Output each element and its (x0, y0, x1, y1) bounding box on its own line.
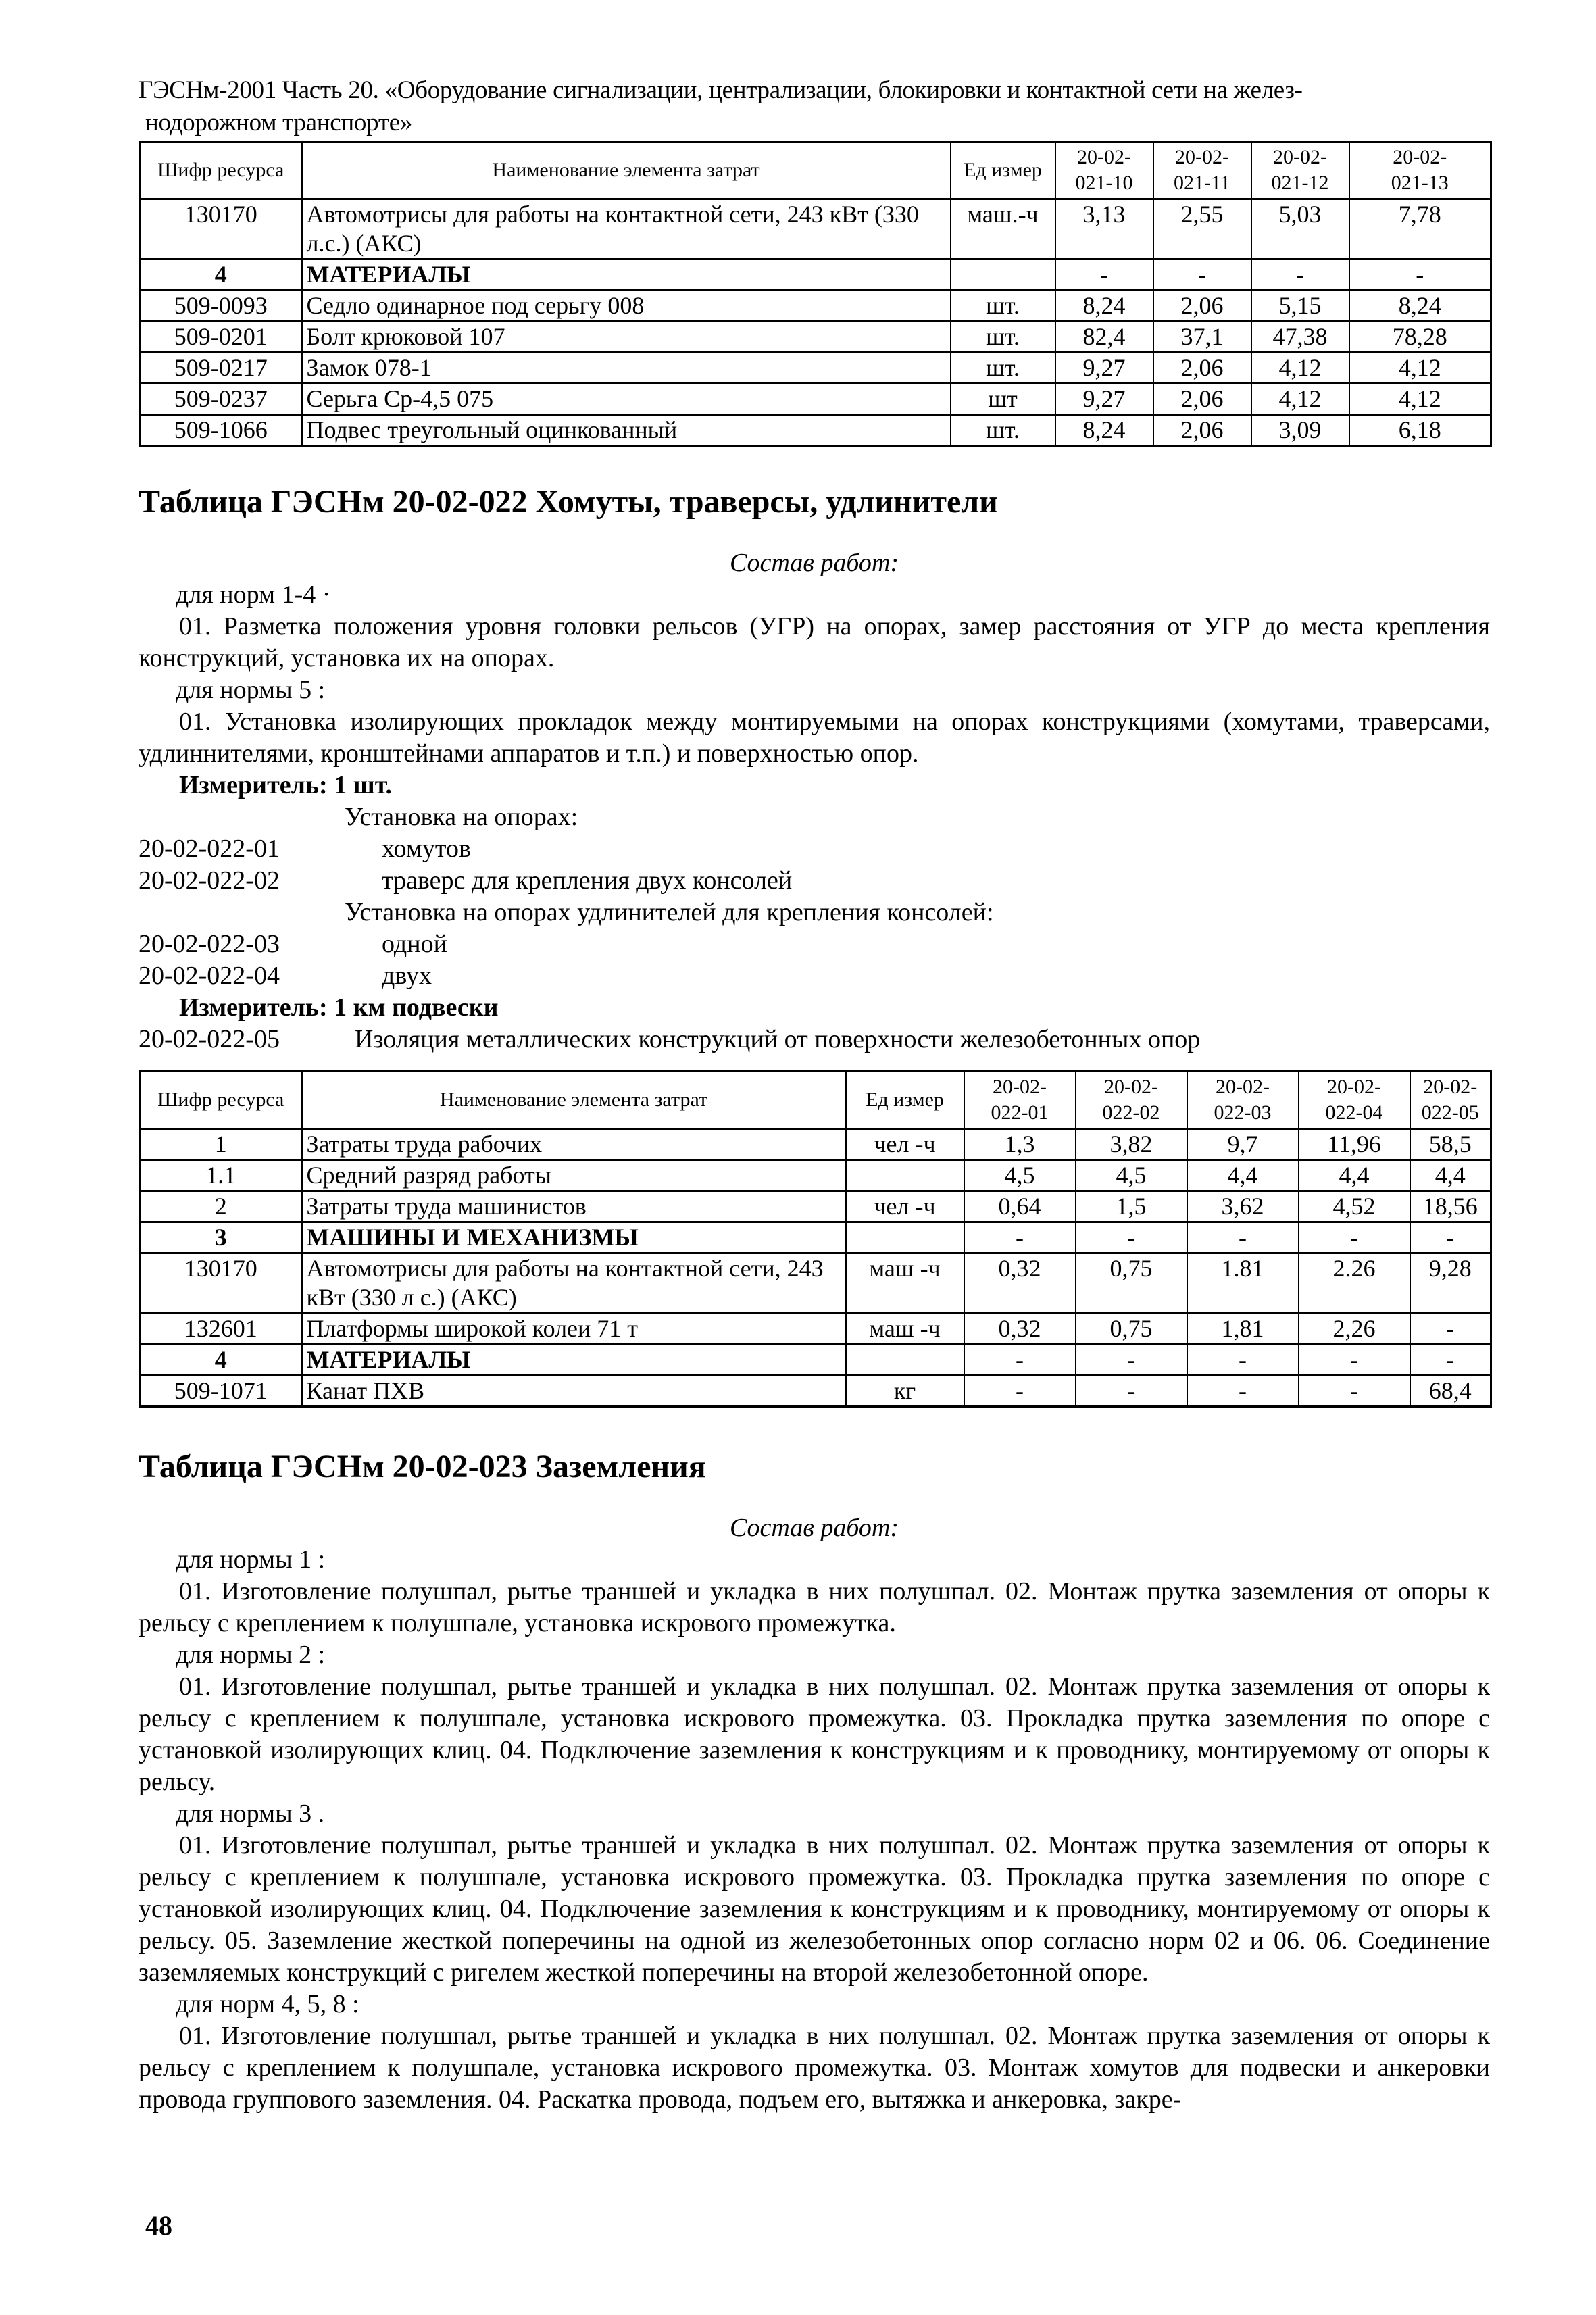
cell-value: 8,24 (1055, 415, 1153, 446)
table-group (140, 1129, 1491, 1191)
cell-value: 2,06 (1153, 384, 1251, 415)
norm-code: 20-02-022-03 (139, 930, 280, 958)
cell-unit: маш -ч (846, 1253, 964, 1314)
cell-name: Автомотрисы для работы на контактной сети, 243 кВт (330 л.с.) (АКС) (302, 199, 951, 259)
cell-value: 2,06 (1153, 415, 1251, 446)
table-row (140, 1191, 1491, 1222)
col-header-norm: 20-02- 022-03 (1187, 1072, 1299, 1129)
table-row (140, 415, 1491, 446)
measure-unit: Измеритель: 1 шт. (179, 771, 393, 799)
cell-unit: кг (846, 1376, 964, 1407)
table-row (140, 384, 1491, 415)
table-row (140, 291, 1491, 322)
cell-value: 0,75 (1076, 1314, 1187, 1345)
cell-unit: чел -ч (846, 1191, 964, 1222)
cell-code: 509-0093 (140, 291, 302, 322)
cell-value: - (1410, 1345, 1491, 1376)
cell-value: 9,27 (1055, 384, 1153, 415)
table-group (140, 1222, 1491, 1345)
cell-value: - (1410, 1222, 1491, 1253)
norms-label: для норм 4, 5, 8 : (176, 1990, 359, 2018)
cell-unit (846, 1160, 964, 1191)
table-row (140, 1160, 1491, 1191)
document-page (139, 74, 1490, 2116)
table-row (140, 1345, 1491, 1376)
cell-value: 8,24 (1055, 291, 1153, 322)
cell-name: Платформы широкой колеи 71 т (302, 1314, 846, 1345)
cell-value: 11,96 (1299, 1129, 1410, 1160)
col-header-unit: Ед измер (846, 1072, 964, 1129)
cell-value: 7,78 (1349, 199, 1491, 259)
col-header-code: Шифр ресурса (140, 142, 302, 199)
norm-code: 20-02-022-01 (139, 835, 280, 863)
cell-value: 3,13 (1055, 199, 1153, 259)
cell-name: Серьга Ср-4,5 075 (302, 384, 951, 415)
norm-item (139, 960, 1490, 992)
cell-value: 3,09 (1251, 415, 1349, 446)
cell-value: 6,18 (1349, 415, 1491, 446)
col-header-norm: 20-02- 022-01 (964, 1072, 1076, 1129)
cell-value: - (1055, 259, 1153, 291)
running-head-line2: нодорожном транспорте» (145, 109, 413, 136)
cell-value: - (1410, 1314, 1491, 1345)
cell-name: МАТЕРИАЛЫ (302, 259, 951, 291)
cell-value: 4,4 (1187, 1160, 1299, 1191)
work-composition-label: Состав работ: (729, 549, 899, 577)
cell-value: 0,32 (964, 1253, 1076, 1314)
cell-name: Автомотрисы для работы на контактной сети, 243 кВт (330 л с.) (АКС) (302, 1253, 846, 1314)
cell-unit (846, 1345, 964, 1376)
work-description: 01. Установка изолирующих прокладок между монтируемыми на опорах конструкциями (хомутами, траверсами, удлиннителями, кронштейнами аппаратов и т.п.) и поверхностью опор. (139, 707, 1490, 768)
work-composition-label: Состав работ: (729, 1514, 899, 1542)
cell-code: 4 (140, 259, 302, 291)
cell-value: 2.26 (1299, 1253, 1410, 1314)
norm-item (139, 865, 1490, 897)
table-group (140, 199, 1491, 259)
cell-value: - (1251, 259, 1349, 291)
page-number: 48 (145, 2210, 172, 2241)
cell-unit: чел -ч (846, 1129, 964, 1160)
cell-value: - (1187, 1222, 1299, 1253)
cell-unit: маш.-ч (951, 199, 1055, 259)
cell-value: 2,06 (1153, 353, 1251, 384)
work-description: 01. Изготовление полушпал, рытье траншей и укладка в них полушпал. 02. Монтаж прутка заземления от опоры к рельсу с креплением к полушпале, установка искрового промежутка. 03. Монтаж хомутов для подвески и анкеровки провода группового заземления. 04. Раскатка провода, подъем его, вытяжка и анкеровка, закре- (139, 2022, 1490, 2114)
col-header-name: Наименование элемента затрат (302, 1072, 846, 1129)
norm-code: 20-02-022-05 (139, 1025, 280, 1053)
col-header-norm: 20-02- 022-05 (1410, 1072, 1491, 1129)
cell-value: 2,06 (1153, 291, 1251, 322)
norms-label: для нормы 3 . (176, 1799, 325, 1828)
cell-name: Средний разряд работы (302, 1160, 846, 1191)
norm-label: хомутов (382, 835, 471, 863)
norm-item (139, 833, 1490, 865)
cell-value: - (1076, 1345, 1187, 1376)
cell-value: 4,12 (1251, 353, 1349, 384)
table-row (140, 1253, 1491, 1314)
col-header-norm: 20-02- 021-11 (1153, 142, 1251, 199)
work-description: 01. Разметка положения уровня головки рельсов (УГР) на опорах, замер расстояния от УГР до места крепления конструкций, установка их на опорах. (139, 612, 1490, 672)
norms-label: для нормы 5 : (176, 676, 326, 704)
cell-value: 1,3 (964, 1129, 1076, 1160)
resource-table-022 (139, 1070, 1492, 1408)
col-header-norm: 20-02- 021-10 (1055, 142, 1153, 199)
cell-name: Затраты труда машинистов (302, 1191, 846, 1222)
col-header-name: Наименование элемента затрат (302, 142, 951, 199)
cell-value: 4,5 (1076, 1160, 1187, 1191)
cell-value: 68,4 (1410, 1376, 1491, 1407)
table-row (140, 353, 1491, 384)
cell-code: 509-1071 (140, 1376, 302, 1407)
cell-code: 132601 (140, 1314, 302, 1345)
cell-unit: шт. (951, 322, 1055, 353)
cell-value: 2,55 (1153, 199, 1251, 259)
table-row (140, 322, 1491, 353)
cell-value: 4,4 (1410, 1160, 1491, 1191)
section-title-023: Таблица ГЭСНм 20-02-023 Заземления (139, 1449, 706, 1485)
running-head-line1: ГЭСНм-2001 Часть 20. «Оборудование сигнализации, централизации, блокировки и контактной сети на желез- (139, 76, 1303, 104)
table-group (140, 1345, 1491, 1407)
cell-value: 47,38 (1251, 322, 1349, 353)
cell-value: 3,62 (1187, 1191, 1299, 1222)
table-row (140, 1376, 1491, 1407)
col-header-norm: 20-02- 022-02 (1076, 1072, 1187, 1129)
cell-value: 4,5 (964, 1160, 1076, 1191)
norm-item (139, 1024, 1490, 1055)
norm-code: 20-02-022-02 (139, 866, 280, 895)
cell-unit: шт (951, 384, 1055, 415)
cell-value: - (1187, 1376, 1299, 1407)
cell-code: 509-0237 (140, 384, 302, 415)
norm-item (139, 928, 1490, 960)
cell-name: МАШИНЫ И МЕХАНИЗМЫ (302, 1222, 846, 1253)
cell-value: 58,5 (1410, 1129, 1491, 1160)
cell-unit (846, 1222, 964, 1253)
cell-value: 9,27 (1055, 353, 1153, 384)
table-row (140, 1222, 1491, 1253)
col-header-unit: Ед измер (951, 142, 1055, 199)
cell-value: 4,12 (1251, 384, 1349, 415)
cell-value: 1,5 (1076, 1191, 1187, 1222)
resource-table-021 (139, 141, 1492, 447)
work-description: 01. Изготовление полушпал, рытье траншей и укладка в них полушпал. 02. Монтаж прутка заземления от опоры к рельсу с креплением к полушпале, установка искрового промежутка. 03. Прокладка прутка заземления по опоре с установкой изолирующих клиц. 04. Подключение заземления к конструкциям и к проводнику, монтируемому от опоры к рельсу. (139, 1672, 1490, 1796)
cell-name: Канат ПХВ (302, 1376, 846, 1407)
cell-value: - (1299, 1345, 1410, 1376)
norms-label: для норм 1-4 · (176, 580, 331, 609)
cell-unit: шт. (951, 291, 1055, 322)
cell-value: 5,03 (1251, 199, 1349, 259)
cell-code: 509-0217 (140, 353, 302, 384)
cell-value: - (1187, 1345, 1299, 1376)
cell-value: 3,82 (1076, 1129, 1187, 1160)
norms-label: для нормы 1 : (176, 1545, 326, 1574)
cell-name: Седло одинарное под серьгу 008 (302, 291, 951, 322)
col-header-norm: 20-02- 021-13 (1349, 142, 1491, 199)
cell-code: 1 (140, 1129, 302, 1160)
cell-unit (951, 259, 1055, 291)
cell-value: 37,1 (1153, 322, 1251, 353)
norm-label: одной (382, 930, 447, 958)
cell-value: 1.81 (1187, 1253, 1299, 1314)
cell-value: 4,12 (1349, 384, 1491, 415)
measure-unit: Измеритель: 1 км подвески (179, 993, 499, 1022)
cell-name: Затраты труда рабочих (302, 1129, 846, 1160)
cell-name: МАТЕРИАЛЫ (302, 1345, 846, 1376)
cell-code: 509-1066 (140, 415, 302, 446)
table-row (140, 1129, 1491, 1160)
cell-value: 0,32 (964, 1314, 1076, 1345)
cell-value: 9,7 (1187, 1129, 1299, 1160)
norm-label: Изоляция металлических конструкций от поверхности железобетонных опор (355, 1025, 1201, 1053)
cell-code: 1.1 (140, 1160, 302, 1191)
cell-value: - (1349, 259, 1491, 291)
table-header-row (140, 142, 1491, 199)
cell-value: - (964, 1376, 1076, 1407)
norm-label: двух (382, 962, 432, 990)
cell-value: - (1076, 1376, 1187, 1407)
norm-code: 20-02-022-04 (139, 962, 280, 990)
cell-value: 78,28 (1349, 322, 1491, 353)
running-head (139, 74, 1490, 139)
cell-value: 82,4 (1055, 322, 1153, 353)
cell-code: 130170 (140, 199, 302, 259)
cell-name: Болт крюковой 107 (302, 322, 951, 353)
cell-name: Подвес треугольный оцинкованный (302, 415, 951, 446)
col-header-code: Шифр ресурса (140, 1072, 302, 1129)
norm-subheading: Установка на опорах: (345, 803, 578, 831)
col-header-norm: 20-02- 021-12 (1251, 142, 1349, 199)
cell-value: 18,56 (1410, 1191, 1491, 1222)
cell-value: 4,52 (1299, 1191, 1410, 1222)
cell-value: - (1076, 1222, 1187, 1253)
table-row (140, 1314, 1491, 1345)
table-group (140, 1191, 1491, 1222)
cell-code: 509-0201 (140, 322, 302, 353)
cell-unit: маш -ч (846, 1314, 964, 1345)
norm-label: траверс для крепления двух консолей (382, 866, 793, 895)
cell-name: Замок 078-1 (302, 353, 951, 384)
norms-label: для нормы 2 : (176, 1641, 326, 1669)
cell-code: 4 (140, 1345, 302, 1376)
cell-value: 1,81 (1187, 1314, 1299, 1345)
cell-value: 2,26 (1299, 1314, 1410, 1345)
cell-code: 2 (140, 1191, 302, 1222)
table-group (140, 259, 1491, 446)
work-description: 01. Изготовление полушпал, рытье траншей и укладка в них полушпал. 02. Монтаж прутка заземления от опоры к рельсу с креплением к полушпале, установка искрового промежутка. 03. Прокладка прутка заземления по опоре с установкой изолирующих клиц. 04. Подключение заземления к конструкциям и к проводнику, монтируемому от опоры к рельсу. 05. Заземление жесткой поперечины на одной из железобетонных опор согласно норм 02 и 06. 06. Соединение заземляемых конструкций с ригелем жесткой поперечины на второй железобетонной опоре. (139, 1831, 1490, 1987)
table-header-row (140, 1072, 1491, 1129)
cell-value: 9,28 (1410, 1253, 1491, 1314)
cell-value: - (1299, 1222, 1410, 1253)
section-title-022: Таблица ГЭСНм 20-02-022 Хомуты, траверсы, удлинители (139, 484, 998, 520)
cell-code: 130170 (140, 1253, 302, 1314)
cell-value: - (964, 1345, 1076, 1376)
norm-subheading: Установка на опорах удлинителей для крепления консолей: (345, 898, 994, 926)
cell-value: 0,75 (1076, 1253, 1187, 1314)
work-description: 01. Изготовление полушпал, рытье траншей и укладка в них полушпал. 02. Монтаж прутка заземления от опоры к рельсу с креплением к полушпале, установка искрового промежутка. (139, 1577, 1490, 1637)
cell-value: 4,4 (1299, 1160, 1410, 1191)
table-row (140, 259, 1491, 291)
cell-value: 8,24 (1349, 291, 1491, 322)
cell-unit: шт. (951, 415, 1055, 446)
cell-code: 3 (140, 1222, 302, 1253)
cell-value: - (1299, 1376, 1410, 1407)
cell-value: 5,15 (1251, 291, 1349, 322)
cell-value: - (964, 1222, 1076, 1253)
cell-unit: шт. (951, 353, 1055, 384)
col-header-norm: 20-02- 022-04 (1299, 1072, 1410, 1129)
table-row (140, 199, 1491, 259)
cell-value: 0,64 (964, 1191, 1076, 1222)
cell-value: 4,12 (1349, 353, 1491, 384)
cell-value: - (1153, 259, 1251, 291)
